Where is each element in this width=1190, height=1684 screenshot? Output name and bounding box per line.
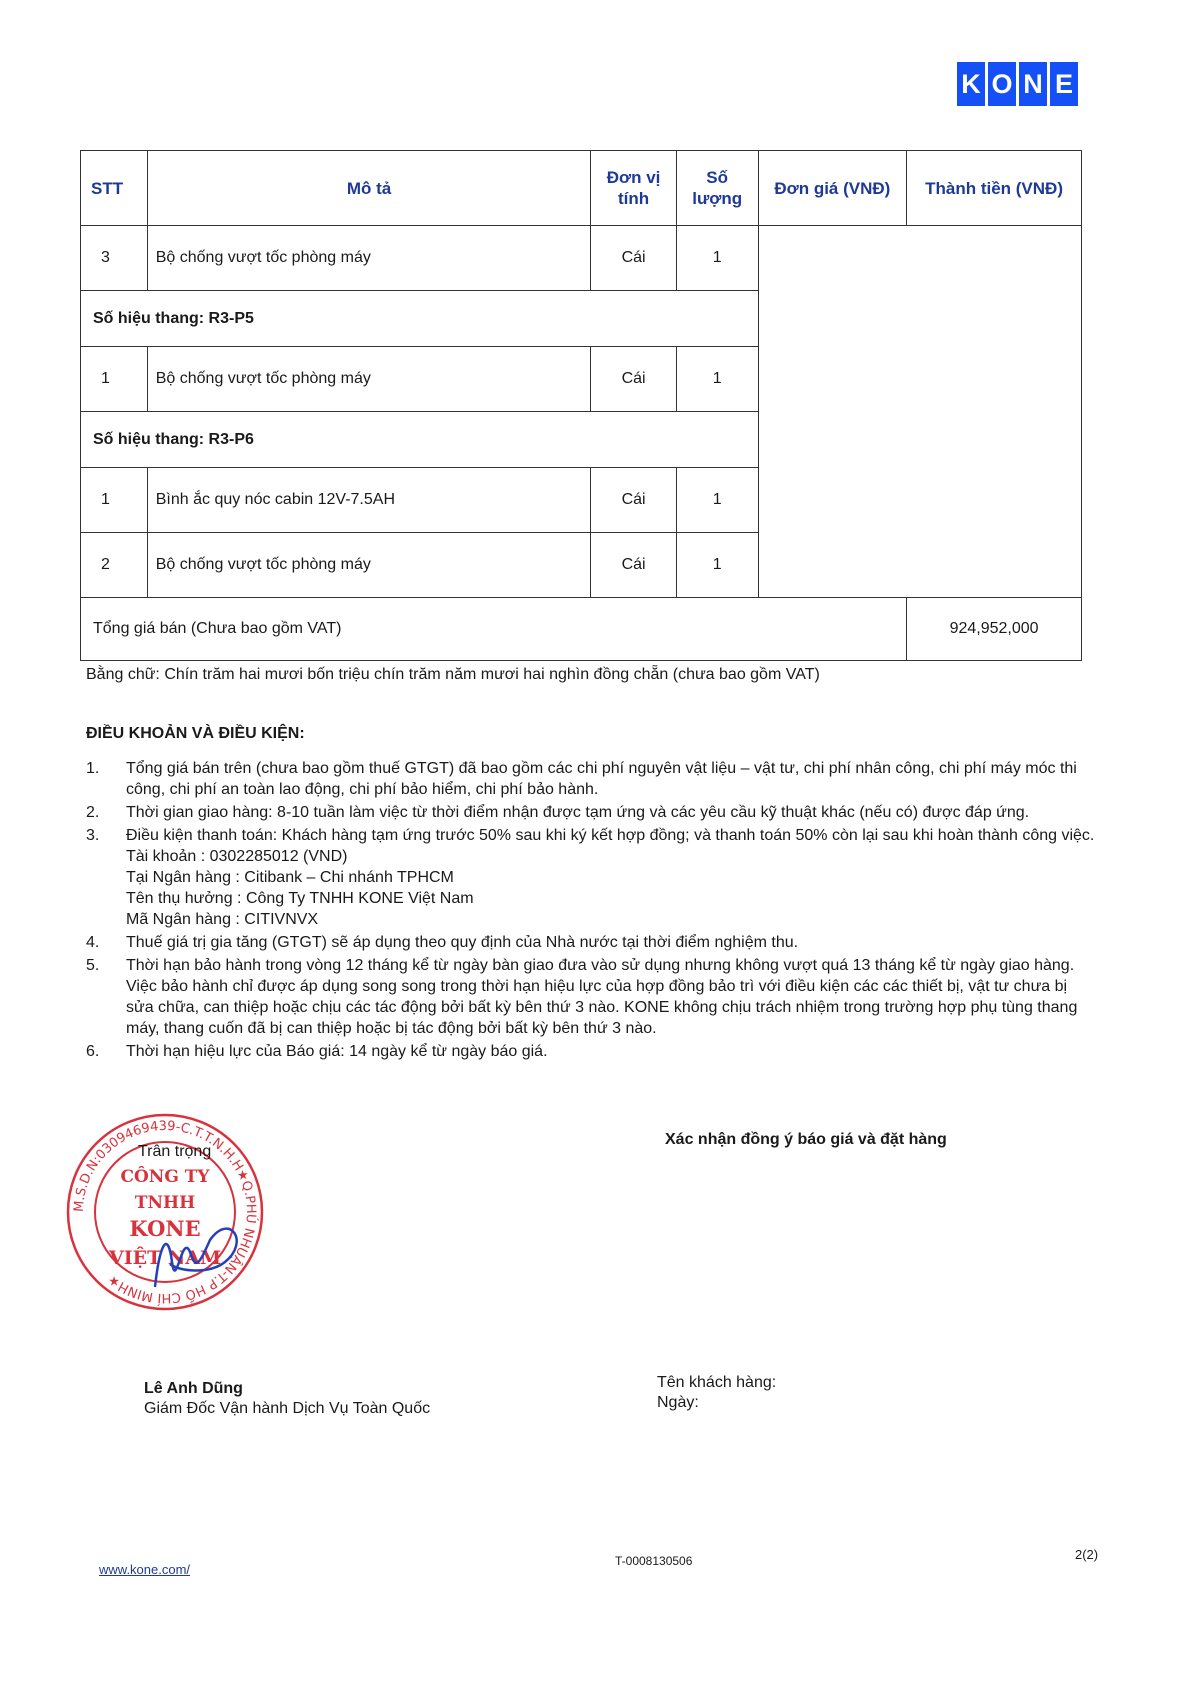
stamp-ring-text: M.S.D.N:0309469439-C.T.T.N.H.H★Q.PHÚ NHUẬN-T.P HỒ CHÍ MINH★ bbox=[71, 1118, 259, 1306]
row-qty: 1 bbox=[676, 347, 758, 412]
row-qty: 1 bbox=[676, 226, 758, 291]
stamp-line-4: VIỆT NAM bbox=[108, 1247, 222, 1269]
term-text: Thuế giá trị gia tăng (GTGT) sẽ áp dụng theo quy định của Nhà nước tại thời điểm nghiệm thu. bbox=[126, 934, 799, 951]
term-item bbox=[86, 1041, 1096, 1062]
term-item bbox=[86, 932, 1096, 953]
row-description: Bộ chống vượt tốc phòng máy bbox=[147, 226, 591, 291]
table-row bbox=[81, 347, 1082, 412]
term-text-block bbox=[126, 825, 1096, 930]
header-stt: STT bbox=[81, 151, 148, 226]
logo-letter-e: E bbox=[1050, 62, 1078, 106]
table-row bbox=[81, 226, 1082, 291]
stamp-line-1: CÔNG TY bbox=[120, 1167, 210, 1187]
row-description: Bộ chống vượt tốc phòng máy bbox=[147, 533, 591, 598]
redacted-price-cell bbox=[758, 226, 1081, 291]
company-stamp bbox=[60, 1112, 270, 1312]
row-description: Bình ắc quy nóc cabin 12V-7.5AH bbox=[147, 468, 591, 533]
terms-list bbox=[86, 758, 1096, 1064]
quote-table bbox=[80, 150, 1082, 661]
term-text: Điều kiện thanh toán: Khách hàng tạm ứng trước 50% sau khi ký kết hợp đồng; và thanh toán 50% còn lại sau khi hoàn thành công việc. bbox=[126, 827, 1095, 844]
stamp-line-3: KONE bbox=[129, 1216, 201, 1241]
total-row bbox=[81, 598, 1082, 661]
logo-letter-o: O bbox=[988, 62, 1016, 106]
terms-title: ĐIỀU KHOẢN VÀ ĐIỀU KIỆN: bbox=[86, 725, 305, 742]
redacted-price-cell bbox=[758, 347, 1081, 412]
bank-account: Tài khoản : 0302285012 (VND) bbox=[126, 848, 348, 865]
row-unit: Cái bbox=[591, 533, 676, 598]
row-number: 1 bbox=[81, 468, 148, 533]
header-description: Mô tả bbox=[147, 151, 591, 226]
row-qty: 1 bbox=[676, 533, 758, 598]
header-unit: Đơn vị tính bbox=[591, 151, 676, 226]
term-item bbox=[86, 802, 1096, 823]
logo-letter-k: K bbox=[957, 62, 985, 106]
term-text: Thời hạn hiệu lực của Báo giá: 14 ngày kể từ ngày báo giá. bbox=[126, 1043, 548, 1060]
redacted-price-cell bbox=[758, 468, 1081, 533]
row-number: 2 bbox=[81, 533, 148, 598]
amount-in-words: Bằng chữ: Chín trăm hai mươi bốn triệu chín trăm năm mươi hai nghìn đồng chẵn (chưa bao gồm VAT) bbox=[86, 666, 820, 683]
group-label: Số hiệu thang: R3-P6 bbox=[81, 412, 759, 468]
row-unit: Cái bbox=[591, 347, 676, 412]
group-label: Số hiệu thang: R3-P5 bbox=[81, 291, 759, 347]
row-description: Bộ chống vượt tốc phòng máy bbox=[147, 347, 591, 412]
term-number: 2. bbox=[86, 804, 100, 821]
document-number: T-0008130506 bbox=[615, 1554, 693, 1568]
row-unit: Cái bbox=[591, 468, 676, 533]
term-item bbox=[86, 758, 1096, 800]
table-row bbox=[81, 533, 1082, 598]
logo-letter-n: N bbox=[1019, 62, 1047, 106]
term-item bbox=[86, 955, 1096, 1039]
total-value: 924,952,000 bbox=[907, 598, 1082, 661]
term-number: 3. bbox=[86, 827, 100, 844]
term-number: 5. bbox=[86, 957, 100, 974]
table-row bbox=[81, 468, 1082, 533]
redacted-price-cell bbox=[758, 412, 1081, 468]
group-row-r3-p5 bbox=[81, 291, 1082, 347]
total-label: Tổng giá bán (Chưa bao gồm VAT) bbox=[81, 598, 907, 661]
term-number: 6. bbox=[86, 1043, 100, 1060]
row-unit: Cái bbox=[591, 226, 676, 291]
header-price: Đơn giá (VNĐ) bbox=[758, 151, 907, 226]
table-header-row bbox=[81, 151, 1082, 226]
group-row-r3-p6 bbox=[81, 412, 1082, 468]
term-text: Thời gian giao hàng: 8-10 tuần làm việc từ thời điểm nhận được tạm ứng và các yêu cầu kỹ thuật khác (nếu có) được đáp ứng. bbox=[126, 804, 1030, 821]
beneficiary: Tên thụ hưởng : Công Ty TNHH KONE Việt Nam bbox=[126, 890, 474, 907]
customer-date-label: Ngày: bbox=[657, 1394, 699, 1411]
term-number: 4. bbox=[86, 934, 100, 951]
website-link[interactable]: www.kone.com/ bbox=[99, 1562, 191, 1577]
header-amount: Thành tiền (VNĐ) bbox=[907, 151, 1082, 226]
term-text: Tổng giá bán trên (chưa bao gồm thuế GTGT) đã bao gồm các chi phí nguyên vật liệu – vật tư, chi phí nhân công, chi phí máy móc thi công, chi phí an toàn lao động, chi phí bảo hiểm, chi phí bảo hành. bbox=[126, 760, 1077, 798]
signer-name: Lê Anh Dũng bbox=[144, 1380, 243, 1397]
term-text: Thời hạn bảo hành trong vòng 12 tháng kể từ ngày bàn giao đưa vào sử dụng nhưng không vượt quá 13 tháng kể từ ngày giao hàng. Việc bảo hành chỉ được áp dụng song song trong thời hạn hiệu lực của hợp đồng bảo trì với điều kiện các các thiết bị, vật tư chưa bị sửa chữa, can thiệp hoặc chịu các tác động bởi bất kỳ bên thứ 3 nào. KONE không chịu trách nhiệm trong trường hợp phụ tùng thang máy, thang cuốn đã bị can thiệp hoặc bị tác động bởi bất kỳ bên thứ 3 nào. bbox=[126, 957, 1078, 1037]
bank-name: Tại Ngân hàng : Citibank – Chi nhánh TPHCM bbox=[126, 869, 454, 886]
row-number: 1 bbox=[81, 347, 148, 412]
kone-logo bbox=[957, 62, 1078, 106]
redacted-price-cell bbox=[758, 533, 1081, 598]
signer-title: Giám Đốc Vận hành Dịch Vụ Toàn Quốc bbox=[144, 1400, 431, 1417]
row-qty: 1 bbox=[676, 468, 758, 533]
row-number: 3 bbox=[81, 226, 148, 291]
bank-code: Mã Ngân hàng : CITIVNVX bbox=[126, 911, 319, 928]
header-qty: Số lượng bbox=[676, 151, 758, 226]
regards-text: Trân trọng bbox=[138, 1143, 212, 1160]
customer-name-label: Tên khách hàng: bbox=[657, 1374, 777, 1391]
accept-label: Xác nhận đồng ý báo giá và đặt hàng bbox=[665, 1131, 947, 1148]
stamp-line-2: TNHH bbox=[134, 1193, 196, 1213]
term-number: 1. bbox=[86, 760, 100, 777]
term-item bbox=[86, 825, 1096, 930]
page-number: 2(2) bbox=[1075, 1547, 1099, 1562]
redacted-price-cell bbox=[758, 291, 1081, 347]
